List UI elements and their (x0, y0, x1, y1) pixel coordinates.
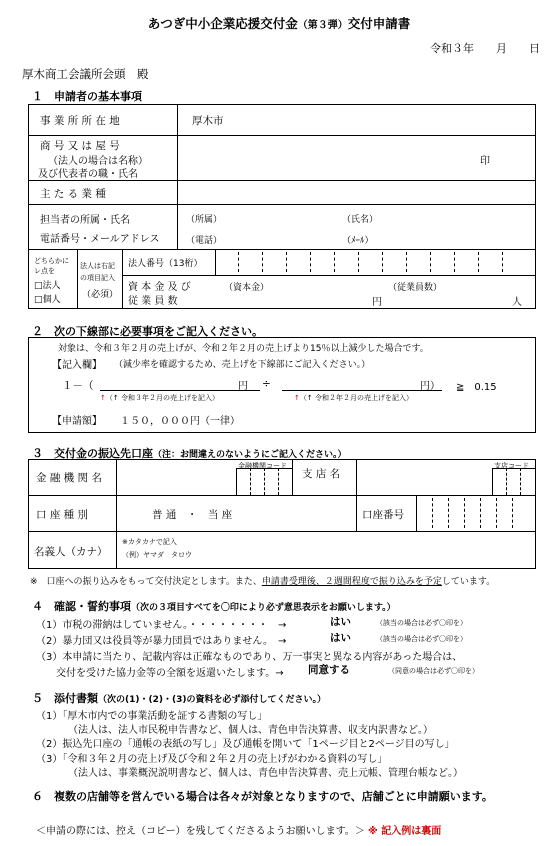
holder-label: 名義人（カナ） (34, 546, 108, 558)
branch-code-label: 支店コード (494, 462, 529, 470)
contact-label-2: 電話番号・メールアドレス (40, 234, 160, 245)
sales-note: 対象は、令和３年２月の売上げが、令和２年２月の売上げより15％以上減少した場合です。 (58, 344, 429, 354)
capital-yen-unit: 円 (372, 297, 382, 308)
section5-heading: ５ 添付書類（次の(1)・(2)・(3)の資料を必ず添付してください。） (32, 692, 326, 705)
sales-2020-yen: 円） (420, 381, 440, 392)
pledge-2: （2）暴力団又は役員等が暴力団員ではありません。 → (36, 636, 287, 647)
name-label-1: 商 号 又 は 屋 号 (40, 140, 120, 152)
footer-note: ＜申請の際には、控え（コピー）を残してくださるようお願いします。＞ ※ 記入例は裏面 (36, 826, 442, 837)
address-label: 事 業 所 所 在 地 (40, 115, 120, 127)
employees-unit: 人 (512, 297, 522, 308)
address-value[interactable]: 厚木市 (192, 115, 224, 127)
addressee: 厚木商工会議所会頭 殿 (22, 67, 149, 81)
threshold: ≧ 0.15 (456, 382, 497, 393)
pledge-3-answer[interactable]: 同意する (308, 664, 350, 676)
pledge-3-note: （同意の場合は必ず〇印を） (388, 667, 479, 675)
amount-label: 【申請額】 (52, 416, 102, 427)
amount-value: １５０，０００円（一律） (120, 416, 240, 427)
pledge-3-line2: 交付を受けた協力金等の全額を返還いたします。→ (56, 668, 284, 679)
person-field[interactable]: （氏名） (342, 215, 379, 225)
section2-heading: ２ 次の下線部に必要事項をご記入ください。 (32, 325, 263, 338)
section3-heading: ３ 交付金の振込先口座（注：お間違えのないようにご記入ください。） (32, 447, 347, 460)
pledge-1: （1）市税の滞納はしていません。・・・・・・・・ → (36, 620, 287, 631)
capital-field[interactable]: （資本金） (224, 283, 270, 293)
pledge-1-answer[interactable]: はい (330, 616, 351, 628)
business-label: 主 た る 業 種 (40, 188, 106, 200)
divide-sign: ÷ (262, 378, 271, 390)
account-type-label: 口 座 種 別 (36, 509, 89, 521)
mail-field[interactable]: （ﾒｰﾙ） (342, 236, 374, 246)
doc-2: （2）振込先口座の「通帳の表紙の写し」及び通帳を開いて「1ページ目と2ページ目の写し」 (36, 739, 455, 750)
required-2: の項目記入 (80, 274, 115, 282)
name-label-3: 及び代表者の職・氏名 (38, 169, 138, 180)
type-hint-1: どちらかに (34, 257, 69, 265)
branch-label: 支 店 名 (302, 468, 341, 480)
contact-label-1: 担当者の所属・氏名 (40, 215, 130, 226)
date-field[interactable]: 令和３年 月 日 (430, 42, 540, 55)
type-hint-2: レ点を (34, 267, 55, 275)
sales-2021-yen: 円 (238, 381, 248, 392)
section1-heading: １ 申請者の基本事項 (32, 90, 142, 103)
entry-note: （減少率を確認するため、売上げを下線部にご記入ください。） (114, 360, 371, 370)
required-3: （必須） (82, 290, 119, 300)
doc-1-line2: （法人は、法人市民税申告書など、個人は、青色申告決算書、収支内訳書など。） (68, 725, 433, 736)
title-main: あつぎ中小企業応援交付金 (147, 16, 298, 31)
name-label-2: （法人の場合は名称） (48, 156, 148, 167)
pledge-2-note: （該当の場合は必ず〇印を） (376, 635, 467, 643)
holder-hint-1: ※カタカナで記入 (122, 538, 177, 546)
required-1: 法人は右記 (80, 262, 115, 270)
account-type-options[interactable]: 普 通 ・ 当 座 (152, 509, 233, 521)
title-edition: （第３弾） (297, 20, 348, 31)
holder-hint-2: （例）ヤマダ タロウ (122, 551, 192, 559)
capital-label-2: 従 業 員 数 (128, 296, 178, 307)
type-corp-checkbox[interactable]: □法人 (34, 281, 61, 291)
pledge-2-answer[interactable]: はい (330, 632, 351, 644)
entry-label: 【記入欄】 (52, 360, 102, 371)
type-indiv-checkbox[interactable]: □個人 (34, 295, 61, 305)
seal-mark: 印 (480, 156, 490, 167)
hint-2021: ↑（↑ 令和３年２月の売上げを記入） (100, 394, 219, 402)
hint-2020: ↑（↑ 令和２年２月の売上げを記入） (294, 394, 413, 402)
corp-number-label: 法人番号（13桁） (128, 259, 203, 269)
employees-field[interactable]: （従業員数） (388, 283, 443, 293)
phone-field[interactable]: （電話） (186, 236, 223, 246)
formula-start: １－（ (62, 380, 94, 392)
footer-example: ※ 記入例は裏面 (368, 826, 442, 837)
form-title (0, 14, 558, 32)
bank-code-label: 金融機関コード (238, 462, 287, 470)
title-suffix: 交付申請書 (347, 16, 411, 31)
doc-3-line1: （3）「令和３年２月の売上げ及び令和２年２月の売上げがわかる資料の写し」 (36, 754, 388, 765)
doc-1-line1: （1）「厚木市内での事業活動を証する書類の写し」 (36, 711, 268, 722)
bank-label: 金 融 機 関 名 (36, 472, 102, 484)
doc-3-line2: （法人は、事業概況説明書など、個人は、青色申告決算書、売上元帳、管理台帳など。） (68, 768, 463, 779)
section6-heading: ６ 複数の店舗等を営んでいる場合は各々が対象となりますので、店舗ごとに申請願います。 (32, 790, 493, 803)
bank-footnote: ※ 口座への振り込みをもって交付決定とします。また、申請書受理後、２週間程度で振り込みを予定しています。 (30, 577, 496, 587)
section4-heading: ４ 確認・誓約事項（次の３項目すべてを〇印により必ず意思表示をお願いします。） (32, 600, 396, 613)
pledge-3-line1: （3）本申請に当たり、記載内容は正確なものであり、万一事実と異なる内容があった場合は、 (36, 652, 463, 663)
account-number-label: 口座番号 (362, 509, 404, 521)
dept-field[interactable]: （所属） (186, 215, 223, 225)
capital-label-1: 資 本 金 及 び (128, 282, 191, 293)
pledge-1-note: （該当の場合は必ず〇印を） (376, 619, 467, 627)
